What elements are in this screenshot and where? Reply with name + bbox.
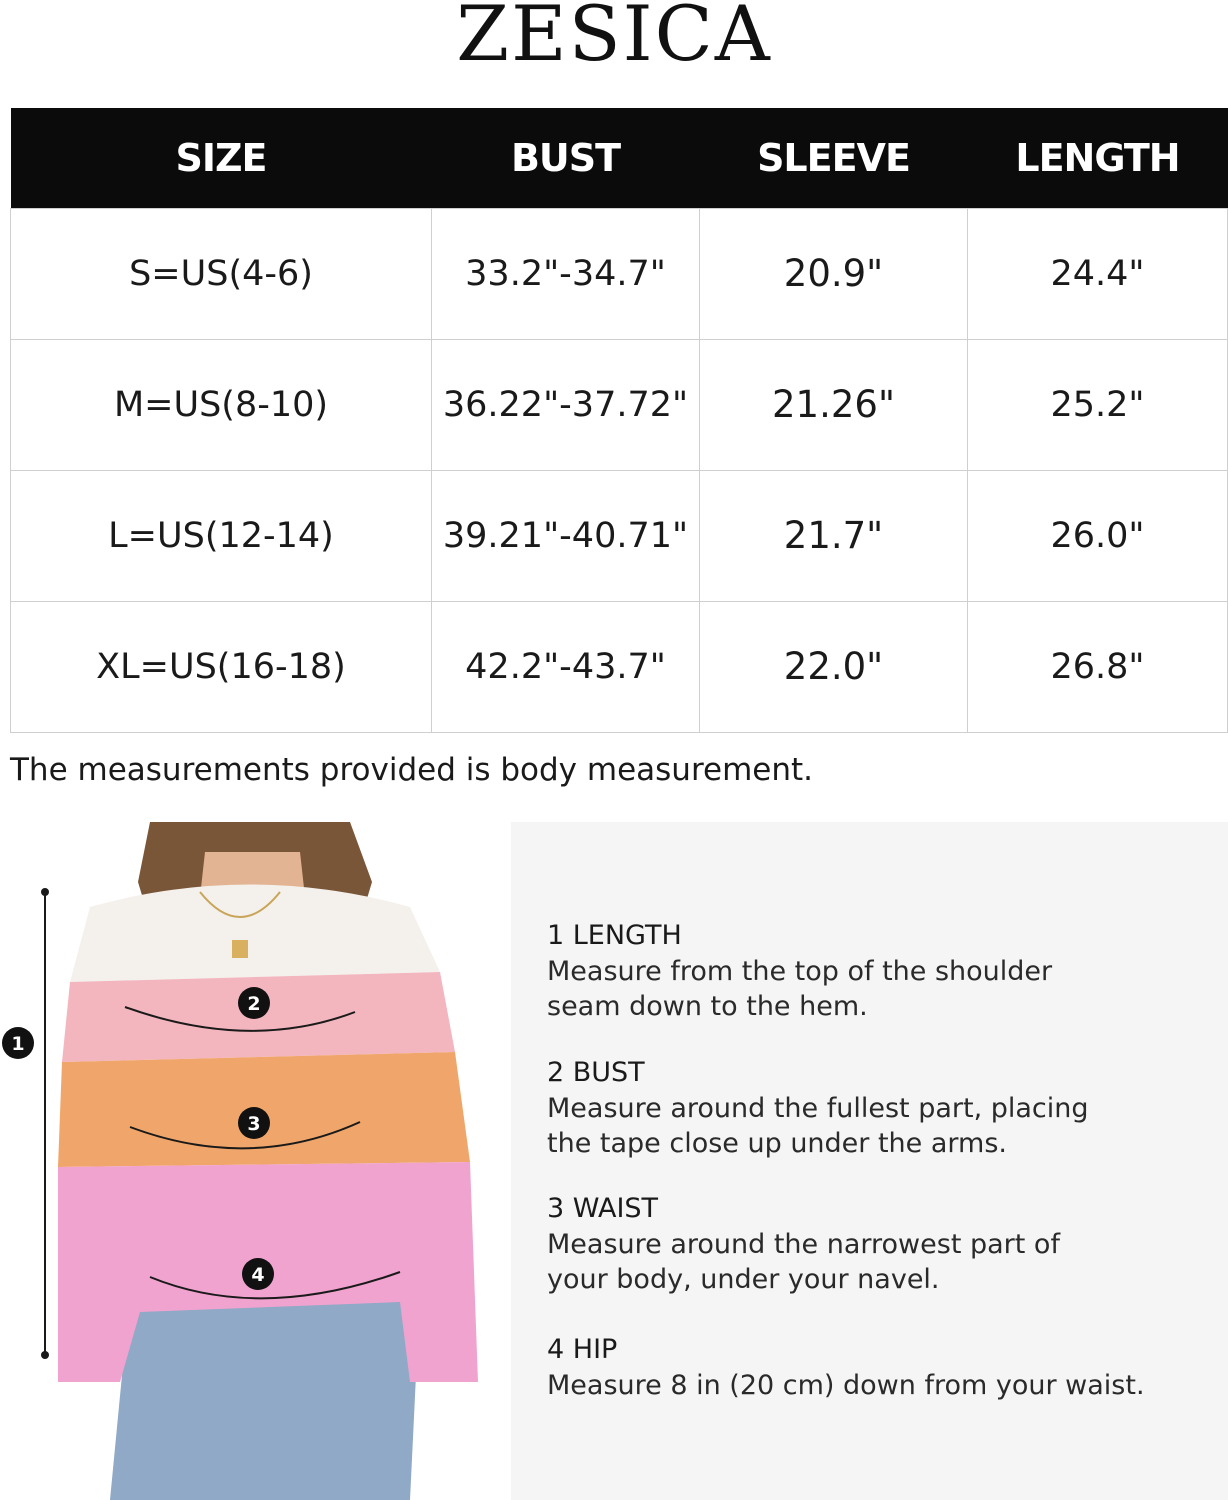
pendant-shape: [232, 940, 248, 958]
cell-size: M=US(8-10): [11, 339, 432, 470]
cell-sleeve: 22.0": [700, 601, 968, 732]
jeans-shape: [110, 1292, 420, 1500]
svg-text:3: 3: [247, 1113, 261, 1135]
guide-desc-line: Measure around the fullest part, placing: [547, 1093, 1089, 1124]
cell-size: XL=US(16-18): [11, 601, 432, 732]
measurement-note: The measurements provided is body measurement.: [10, 752, 814, 788]
guide-desc-line: Measure around the narrowest part of: [547, 1229, 1060, 1260]
guide-item-waist: [547, 1191, 1060, 1297]
guide-title: 4 HIP: [547, 1334, 618, 1365]
marker-4-icon: [242, 1258, 274, 1290]
guide-title: 2 BUST: [547, 1057, 645, 1088]
header-sleeve: SLEEVE: [700, 108, 968, 208]
guide-desc-line: Measure from the top of the shoulder: [547, 956, 1053, 987]
cell-sleeve: 21.26": [700, 339, 968, 470]
guide-desc-line: seam down to the hem.: [547, 991, 868, 1022]
marker-3-icon: [238, 1107, 270, 1139]
guide-desc-line: Measure 8 in (20 cm) down from your waist.: [547, 1370, 1145, 1401]
brand-logo: ZESICA: [456, 0, 772, 78]
cell-bust: 36.22"-37.72": [432, 339, 700, 470]
cell-size: L=US(12-14): [11, 470, 432, 601]
table-header-row: [11, 108, 1228, 208]
cell-bust: 33.2"-34.7": [432, 208, 700, 339]
header-bust: BUST: [432, 108, 700, 208]
cell-length: 24.4": [968, 208, 1228, 339]
guide-item-length: [547, 918, 1052, 1024]
svg-text:4: 4: [251, 1264, 265, 1286]
cell-sleeve: 20.9": [700, 208, 968, 339]
table-row: [11, 208, 1228, 339]
cell-length: 25.2": [968, 339, 1228, 470]
guide-title: 1 LENGTH: [547, 920, 682, 951]
guide-title: 3 WAIST: [547, 1193, 659, 1224]
table-row: [11, 339, 1228, 470]
svg-text:1: 1: [11, 1033, 25, 1055]
header-size: SIZE: [11, 108, 432, 208]
guide-desc-line: your body, under your navel.: [547, 1264, 940, 1295]
cell-bust: 42.2"-43.7": [432, 601, 700, 732]
cell-bust: 39.21"-40.71": [432, 470, 700, 601]
guide-item-bust: [547, 1055, 1089, 1161]
marker-2-icon: [238, 987, 270, 1019]
svg-text:2: 2: [247, 993, 261, 1015]
table-row: [11, 470, 1228, 601]
header-length: LENGTH: [968, 108, 1228, 208]
model-figure: [0, 822, 500, 1500]
cell-size: S=US(4-6): [11, 208, 432, 339]
marker-1-icon: [2, 1027, 34, 1059]
cell-length: 26.0": [968, 470, 1228, 601]
cell-sleeve: 21.7": [700, 470, 968, 601]
cell-length: 26.8": [968, 601, 1228, 732]
size-chart-table: [10, 108, 1228, 733]
measurement-guide: [511, 822, 1228, 1500]
guide-item-hip: [547, 1332, 1145, 1403]
guide-desc-line: the tape close up under the arms.: [547, 1128, 1007, 1159]
table-row: [11, 601, 1228, 732]
sweater-orange-band: [58, 1052, 470, 1167]
